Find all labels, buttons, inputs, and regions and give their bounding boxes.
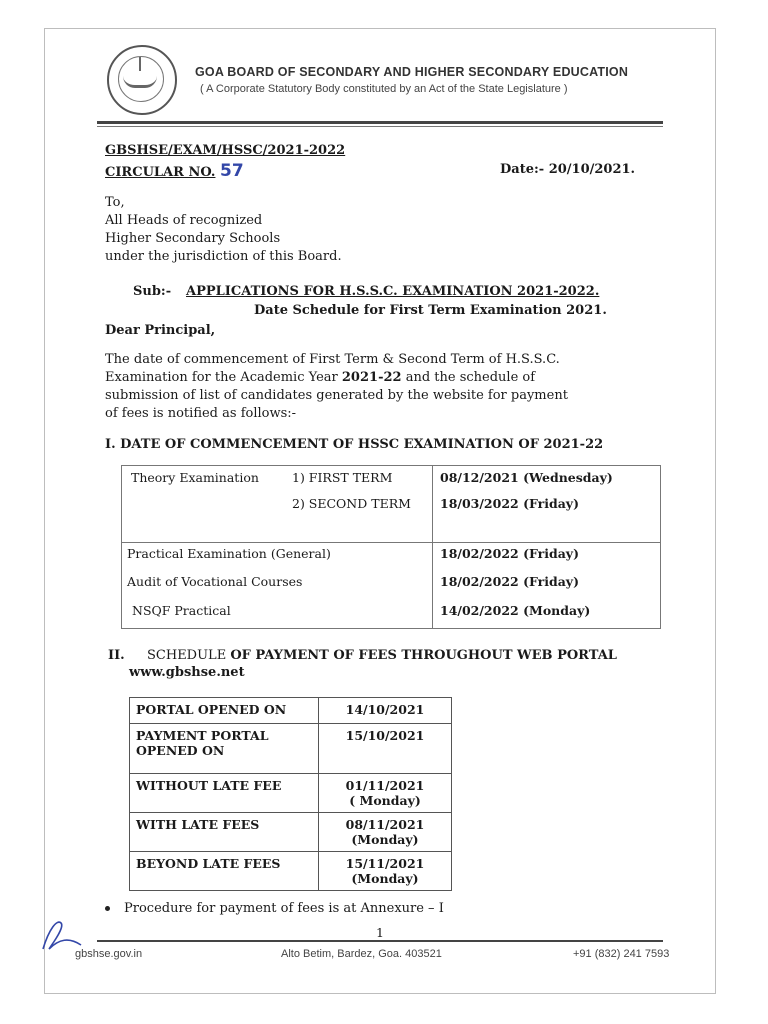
fee-row-label: WITHOUT LATE FEE — [130, 774, 319, 813]
fee-row-date-cell — [319, 852, 452, 891]
circular-number: 57 — [219, 161, 244, 181]
intro-paragraph — [105, 351, 661, 423]
table-row — [130, 852, 452, 891]
nsqf-label: NSQF Practical — [132, 603, 231, 618]
addressee-line: Higher Secondary Schools — [105, 231, 281, 246]
second-term-label: 2) SECOND TERM — [292, 496, 411, 511]
intro-line: The date of commencement of First Term & Second Term of H.S.S.C. — [105, 352, 560, 367]
fee-row-date: 14/10/2021 — [319, 698, 452, 724]
circular-date: Date:- 20/10/2021. — [500, 162, 636, 177]
addressee-to: To, — [105, 195, 125, 210]
intro-text: and the schedule of — [401, 370, 536, 385]
intro-text: Examination for the Academic Year — [105, 370, 342, 385]
fee-row-date-cell — [319, 813, 452, 852]
header-rule — [97, 121, 663, 124]
addressee-line: under the jurisdiction of this Board. — [105, 249, 342, 264]
fee-row-date: 15/10/2021 — [319, 724, 452, 774]
fee-row-date: 08/11/2021 — [345, 817, 425, 832]
salutation: Dear Principal, — [105, 323, 216, 338]
fee-row-label: WITH LATE FEES — [130, 813, 319, 852]
audit-label: Audit of Vocational Courses — [127, 574, 303, 589]
reference-number: GBSHSE/EXAM/HSSC/2021-2022 — [105, 143, 346, 158]
section-2-number: II. — [108, 648, 125, 663]
subject-line: APPLICATIONS FOR H.S.S.C. EXAMINATION 2021-2022. — [186, 284, 600, 299]
theory-exam-label: Theory Examination — [131, 470, 259, 485]
bullet-icon — [105, 906, 110, 911]
fee-row-date: 01/11/2021 — [345, 778, 425, 793]
section-2-heading — [147, 648, 617, 663]
table-row — [130, 724, 452, 774]
fees-schedule-table — [129, 697, 452, 891]
bullet-text: Procedure for payment of fees is at Annexure – I — [124, 901, 444, 916]
table-row — [130, 774, 452, 813]
document-page — [44, 28, 716, 994]
table-row — [130, 813, 452, 852]
section-1-heading: I. DATE OF COMMENCEMENT OF HSSC EXAMINATION OF 2021-22 — [105, 437, 604, 452]
table-divider — [432, 466, 433, 628]
intro-line: submission of list of candidates generated by the website for payment — [105, 388, 568, 403]
footer-phone: +91 (832) 241 7593 — [573, 948, 670, 960]
header-rule-thin — [97, 126, 663, 127]
audit-date: 18/02/2022 (Friday) — [440, 574, 579, 589]
fee-row-date-cell — [319, 774, 452, 813]
table-divider — [122, 542, 660, 543]
fee-row-day: (Monday) — [351, 871, 419, 886]
intro-line — [105, 369, 661, 387]
fee-row-day: (Monday) — [351, 832, 419, 847]
page-number: 1 — [376, 925, 384, 940]
table-row — [130, 698, 452, 724]
fee-row-label: PORTAL OPENED ON — [130, 698, 319, 724]
second-term-date: 18/03/2022 (Friday) — [440, 496, 579, 511]
subject-prefix: Sub:- — [133, 284, 172, 299]
fee-row-label: BEYOND LATE FEES — [130, 852, 319, 891]
first-term-date: 08/12/2021 (Wednesday) — [440, 470, 613, 485]
fee-row-label: PAYMENT PORTAL OPENED ON — [130, 724, 319, 774]
circular-number-line — [105, 161, 244, 181]
fee-row-day: ( Monday) — [349, 793, 421, 808]
circular-label: CIRCULAR NO. — [105, 165, 216, 180]
practical-exam-date: 18/02/2022 (Friday) — [440, 546, 579, 561]
bullet-item — [105, 901, 444, 916]
board-seal-logo — [107, 45, 177, 115]
exam-schedule-table — [121, 465, 661, 629]
footer-address: Alto Betim, Bardez, Goa. 403521 — [281, 948, 442, 960]
academic-year: 2021-22 — [341, 370, 402, 385]
practical-exam-label: Practical Examination (General) — [127, 546, 331, 561]
section-2-heading-bold: OF PAYMENT OF FEES THROUGHOUT WEB PORTAL — [230, 648, 617, 663]
section-2-heading-text: SCHEDULE — [147, 648, 231, 663]
org-title: GOA BOARD OF SECONDARY AND HIGHER SECONDARY EDUCATION — [195, 65, 629, 79]
intro-line: of fees is notified as follows:- — [105, 406, 297, 421]
fee-row-date: 15/11/2021 — [345, 856, 425, 871]
addressee-line: All Heads of recognized — [105, 213, 263, 228]
subject-line-2: Date Schedule for First Term Examination 2021. — [254, 303, 607, 318]
footer-website: gbshse.gov.in — [75, 948, 143, 960]
nsqf-date: 14/02/2022 (Monday) — [440, 603, 591, 618]
first-term-label: 1) FIRST TERM — [292, 470, 393, 485]
org-subtitle: ( A Corporate Statutory Body constituted by an Act of the State Legislature ) — [200, 83, 568, 95]
footer-rule — [97, 940, 663, 942]
portal-url: www.gbshse.net — [129, 665, 245, 680]
addressee-block — [105, 194, 342, 266]
